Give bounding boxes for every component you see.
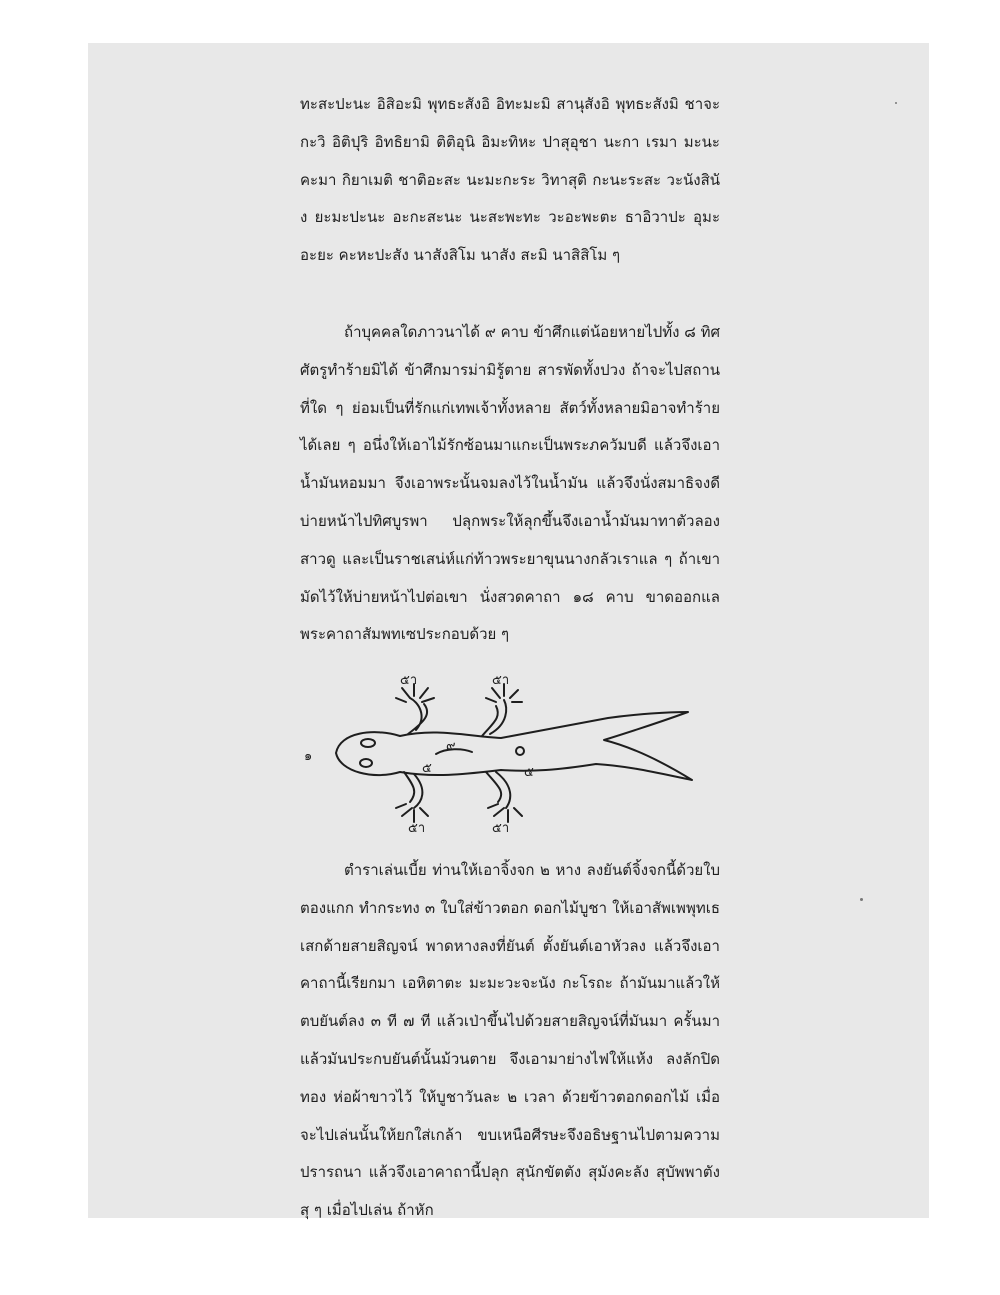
instructions-1-body: ถ้าบุคคลใดภาวนาได้ ๙ คาบ ข้าศึกแต่น้อยหายไปทั้ง ๘ ทิศ ศัตรูทำร้ายมิได้ ข้าศึกมารม่ามิรู้ตาย สารพัดทั้งปวง ถ้าจะไปสถานที่ใด ๆ ย่อมเป็นที่รักแก่เทพเจ้าทั้งหลาย สัตว์ทั้งหลายมิอาจทำร้ายได้เลย ๆ อนึ่งให้เอาไม้รักซ้อนมาแกะเป็นพระภควัมบดี แล้วจึงเอาน้ำมันหอมมา จึงเอาพระนั้นจมลงไว้ในน้ำมัน แล้วจึงนั่งสมาธิจงดี บ่ายหน้าไปทิศบูรพา ปลุกพระให้ลุกขึ้นจึงเอาน้ำมันมาทาตัวลองสาวดู และเป็นราชเสน่ห์แก่ท้าวพระยาขุนนางกลัวเราแล ๆ ถ้าเขามัดไว้ให้บ่ายหน้าไปต่อเขา นั่งสวดคาถา ๑๘ คาบ ขาดออกแล พระคาถาสัมพทเซประกอบด้วย ๆ [300, 323, 720, 644]
label-head: ๑ [304, 749, 313, 764]
gecko-leg-upper-left [408, 698, 427, 734]
gecko-yantra-figure [296, 668, 716, 838]
instructions-2-text [300, 852, 720, 1230]
label-foot-upper-right: ๕า [492, 673, 510, 688]
paragraph-instructions-1 [300, 314, 720, 654]
label-body-mark-2: ๕ [422, 761, 432, 776]
gecko-foot-lower-left [396, 804, 428, 822]
gecko-nostril [360, 759, 372, 767]
instructions-2-body: ตำราเล่นเบี้ย ท่านให้เอาจิ้งจก ๒ หาง ลงยันต์จิ้งจกนี้ด้วยใบตองแกก ทำกระทง ๓ ใบใส่ข้าวตอก ดอกไม้บูชา ให้เอาสัพเพพุทเธ เสกด้ายสายสิญจน์ พาดหางลงที่ยันต์ ตั้งยันต์เอาหัวลง แล้วจึงเอาคาถานี้เรียกมา เอหิตาตะ มะมะวะจะนัง กะโรถะ ถ้ามันมาแล้วให้ตบยันต์ลง ๓ ที ๗ ที แล้วเป่าขึ้นไปด้วยสายสิญจน์ที่มันมา ครั้นมาแล้วมันประกบยันต์นั้นม้วนตาย จึงเอามาย่างไฟให้แห้ง ลงลักปิดทอง ห่อผ้าขาวไว้ ให้บูชาวันละ ๒ เวลา ด้วยข้าวตอกดอกไม้ เมื่อจะไปเล่นนั้นให้ยกใส่เกล้า ขบเหนือศีรษะจึงอธิษฐานไปตามความปรารถนา แล้วจึงเอาคาถานี้ปลุก สุนักขัตตัง สุมังคะลัง สุบัพพาตังสุ ๆ เมื่อไปเล่น ถ้าหัก [300, 861, 720, 1220]
scan-speck [895, 102, 897, 104]
gecko-leg-lower-left [404, 772, 422, 808]
label-foot-upper-left: ๕า [400, 673, 418, 688]
gecko-leg-upper-right [482, 700, 506, 736]
scan-speck [860, 898, 863, 901]
gecko-body [336, 712, 692, 780]
gecko-drawing [296, 668, 716, 838]
label-foot-lower-right: ๕า [492, 821, 510, 836]
incantation-text: ทะสะปะนะ อิสิอะมิ พุทธะสังอิ อิทะมะมิ สานุสังอิ พุทธะสังมิ ชาจะกะวิ อิติปุริ อิทธิยามิ ติติอุนิ อิมะทิหะ ปาสุอุชา นะกา เรมา มะนะคะมา กิยาเมติ ชาติอะสะ นะมะกะระ วิทาสุติ กะนะระสะ วะนังสินัง ยะมะปะนะ อะกะสะนะ นะสะพะทะ วะอะพะตะ ธาอิวาปะ อุมะอะยะ คะหะปะสัง นาสังสิโม นาสัง สะมิ นาสิสิโม ๆ [300, 95, 720, 265]
gecko-eye [361, 739, 375, 747]
gecko-body-dot [516, 747, 524, 755]
paragraph-incantation [300, 86, 720, 275]
label-foot-lower-left: ๕า [408, 821, 426, 836]
label-body-mark-1: ๙ [446, 739, 456, 754]
gecko-leg-lower-right [486, 772, 510, 808]
label-body-mark-3: ๕ [524, 765, 534, 780]
gecko-foot-lower-right [488, 804, 522, 822]
instructions-1-text [300, 314, 720, 654]
paragraph-instructions-2 [300, 852, 720, 1230]
